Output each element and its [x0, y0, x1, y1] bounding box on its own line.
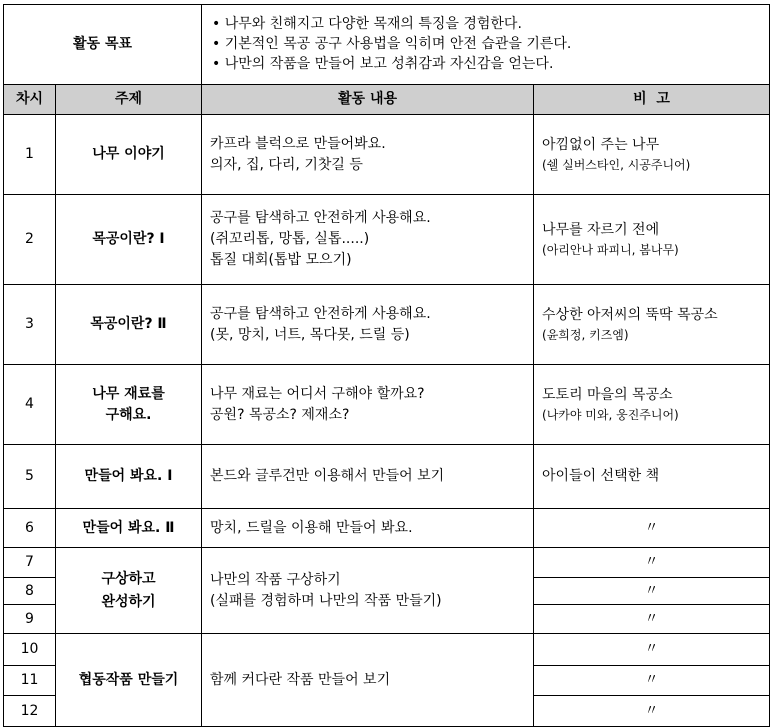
session-topic: 만들어 봐요. Ⅱ	[56, 509, 202, 548]
activity-plan-table	[3, 4, 770, 727]
book-author: (쉘 실버스타인, 시공주니어)	[542, 157, 691, 172]
ditto-mark: 〃	[534, 666, 770, 696]
group-topic	[56, 548, 202, 634]
session-number: 5	[4, 445, 56, 509]
session-topic: 나무 이야기	[56, 115, 202, 195]
book-title: 아낌없이 주는 나무	[542, 136, 660, 153]
session-note	[534, 285, 770, 365]
content-line: 나무 재료는 어디서 구해야 할까요?	[210, 385, 425, 402]
session-number: 3	[4, 285, 56, 365]
goal-row	[4, 5, 770, 85]
goal-item: • 나무와 친해지고 다양한 목재의 특징을 경험한다.	[212, 16, 522, 33]
ditto-mark: 〃	[534, 548, 770, 578]
session-row-2	[4, 195, 770, 285]
goal-label: 활동 목표	[4, 5, 202, 85]
session-number: 2	[4, 195, 56, 285]
ditto-mark: 〃	[534, 696, 770, 727]
content-line: (실패를 경험하며 나만의 작품 만들기)	[210, 592, 442, 609]
book-author: (윤희정, 키즈엠)	[542, 327, 629, 342]
book-author: (나카야 미와, 웅진주니어)	[542, 407, 679, 422]
group-topic: 협동작품 만들기	[56, 634, 202, 727]
session-number: 7	[4, 548, 56, 578]
header-session: 차시	[4, 85, 56, 115]
header-note: 비 고	[534, 85, 770, 115]
session-topic: 만들어 봐요. Ⅰ	[56, 445, 202, 509]
book-title: 도토리 마을의 목공소	[542, 386, 673, 403]
session-row-7	[4, 548, 770, 578]
session-content	[202, 365, 534, 445]
content-line: 톱질 대회(톱밥 모으기)	[210, 251, 352, 268]
session-content	[202, 285, 534, 365]
content-line: 함께 커다란 작품 만들어 보기	[210, 671, 391, 688]
session-note	[534, 195, 770, 285]
session-topic	[56, 365, 202, 445]
session-topic: 목공이란? Ⅰ	[56, 195, 202, 285]
book-title: 아이들이 선택한 책	[542, 468, 660, 485]
header-row	[4, 85, 770, 115]
ditto-mark: 〃	[534, 578, 770, 605]
session-number: 8	[4, 578, 56, 605]
goal-item: • 나만의 작품을 만들어 보고 성취감과 자신감을 얻는다.	[212, 55, 554, 72]
session-number: 1	[4, 115, 56, 195]
session-content	[202, 115, 534, 195]
content-line: (못, 망치, 너트, 목다못, 드릴 등)	[210, 326, 410, 343]
topic-line: 나무 재료를	[92, 385, 165, 402]
group-content	[202, 548, 534, 634]
ditto-mark: 〃	[534, 509, 770, 548]
session-number: 12	[4, 696, 56, 727]
session-row-5	[4, 445, 770, 509]
content-line: 공원? 목공소? 제재소?	[210, 406, 350, 423]
session-row-4	[4, 365, 770, 445]
session-content	[202, 195, 534, 285]
topic-line: 구해요.	[105, 406, 152, 423]
session-row-10	[4, 634, 770, 666]
content-line: 망치, 드릴을 이용해 만들어 봐요.	[210, 519, 413, 536]
content-line: (쥐꼬리톱, 망톱, 실톱.....)	[210, 231, 370, 248]
book-title: 수상한 아저씨의 뚝딱 목공소	[542, 306, 718, 323]
session-note	[534, 445, 770, 509]
book-author: (아리안나 파피니, 봄나무)	[542, 242, 679, 257]
topic-line: 구상하고	[101, 570, 156, 587]
session-topic: 목공이란? Ⅱ	[56, 285, 202, 365]
session-row-6	[4, 509, 770, 548]
ditto-mark: 〃	[534, 634, 770, 666]
session-row-1	[4, 115, 770, 195]
session-number: 4	[4, 365, 56, 445]
group-content	[202, 634, 534, 727]
session-number: 9	[4, 605, 56, 634]
book-title: 나무를 자르기 전에	[542, 221, 660, 238]
content-line: 공구를 탐색하고 안전하게 사용해요.	[210, 210, 431, 227]
content-line: 의자, 집, 다리, 기찻길 등	[210, 156, 363, 173]
content-line: 나만의 작품 구상하기	[210, 571, 341, 588]
session-row-3	[4, 285, 770, 365]
content-line: 카프라 블럭으로 만들어봐요.	[210, 135, 386, 152]
ditto-mark: 〃	[534, 605, 770, 634]
topic-line: 완성하기	[101, 593, 156, 610]
goal-item: • 기본적인 목공 공구 사용법을 익히며 안전 습관을 기른다.	[212, 36, 572, 53]
session-content	[202, 509, 534, 548]
content-line: 본드와 글루건만 이용해서 만들어 보기	[210, 468, 445, 485]
session-number: 6	[4, 509, 56, 548]
session-number: 11	[4, 666, 56, 696]
session-note	[534, 115, 770, 195]
goal-list	[202, 5, 770, 85]
session-content	[202, 445, 534, 509]
session-number: 10	[4, 634, 56, 666]
header-content: 활동 내용	[202, 85, 534, 115]
session-note	[534, 365, 770, 445]
header-topic: 주제	[56, 85, 202, 115]
content-line: 공구를 탐색하고 안전하게 사용해요.	[210, 305, 431, 322]
